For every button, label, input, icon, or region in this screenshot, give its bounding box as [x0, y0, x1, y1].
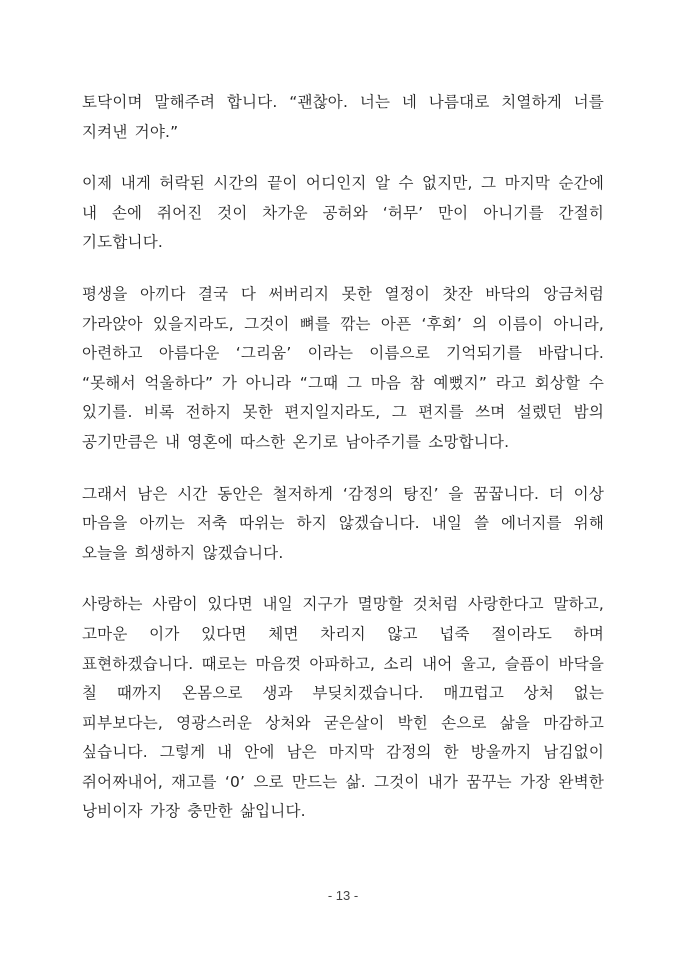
paragraph-prayer: 이제 내게 허락된 시간의 끝이 어디인지 알 수 없지만, 그 마지막 순간에 내 손에 쥐어진 것이 차가운 공허와 ‘허무’ 만이 아니기를 간절히 기도합니다.: [82, 174, 604, 252]
page-number: - 13 -: [327, 888, 359, 903]
paragraph-full-life: 사랑하는 사람이 있다면 내일 지구가 멸망할 것처럼 사랑한다고 말하고, 고마운 이가 있다면 체면 차리지 않고 넙죽 절이라도 하며 표현하겠습니다. 때로는 마음껏 아파하고, 소리 내어 울고, 슬픔이 바닥을 칠 때까지 온몸으로 생과 부딪치겠습니다. 매끄럽고 상처 없는 피부보다는, 영광스러운 상처와 굳은살이 박힌 손으로 삶을 마감하고 싶습니다. 그렇게 내 안에 남은 마지막 감정의 한 방울까지 남김없이 쥐어짜내어, 재고를 ‘0’ 으로 만드는 삶. 그것이 내가 꿈꾸는 가장 완벽한 낭비이자 가장 충만한 삶입니다.: [82, 595, 604, 821]
paragraph-consolation: 토닥이며 말해주려 합니다. “괜찮아. 너는 네 나름대로 치열하게 너를 지켜낸 거야.”: [82, 93, 604, 141]
document-body: [82, 88, 604, 849]
paragraph-longing: 평생을 아끼다 결국 다 써버리지 못한 열정이 찻잔 바닥의 앙금처럼 가라앉아 있을지라도, 그것이 뼈를 깎는 아픈 ‘후회’ 의 이름이 아니라, 아련하고 아름다운 ‘그리움’ 이라는 이름으로 기억되기를 바랍니다. “못해서 억울하다” 가 아니라 “그때 그 마음 참 예뻤지” 라고 회상할 수 있기를. 비록 전하지 못한 편지일지라도, 그 편지를 쓰며 설렜던 밤의 공기만큼은 내 영혼에 따스한 온기로 남아주기를 소망합니다.: [82, 284, 604, 451]
paragraph-emotional-spending: 그래서 남은 시간 동안은 철저하게 ‘감정의 탕진’ 을 꿈꿉니다. 더 이상 마음을 아끼는 저축 따위는 하지 않겠습니다. 내일 쓸 에너지를 위해 오늘을 희생하지 않겠습니다.: [82, 484, 604, 562]
